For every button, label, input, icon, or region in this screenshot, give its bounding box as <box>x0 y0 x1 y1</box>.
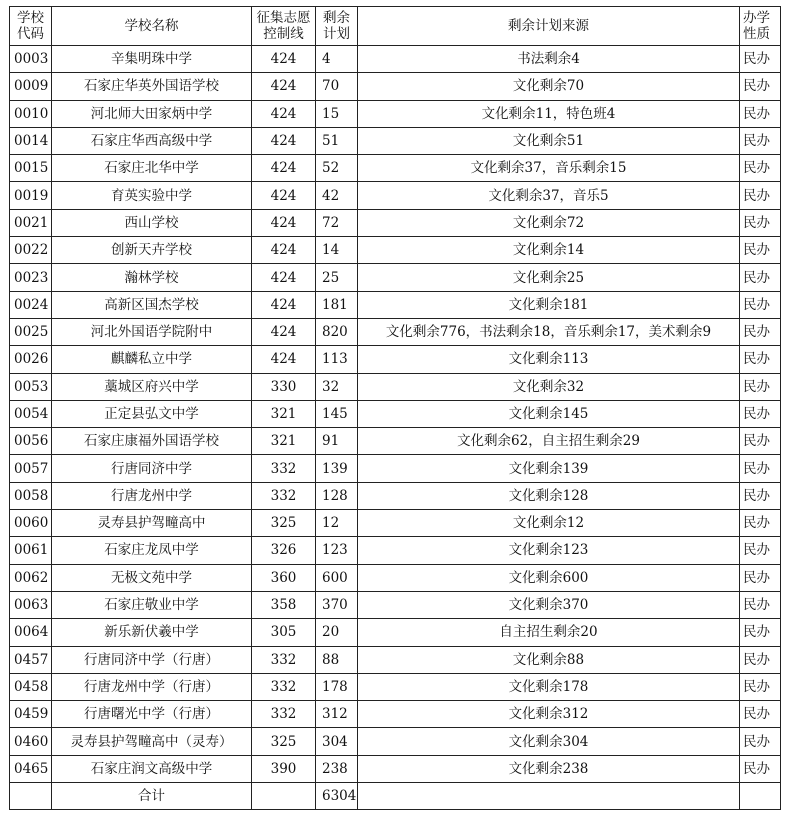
cell-school-name: 行唐同济中学 <box>52 455 252 482</box>
cell-remaining-plan: 88 <box>316 646 358 673</box>
cell-remaining-plan: 70 <box>316 73 358 100</box>
cell-remaining-plan: 139 <box>316 455 358 482</box>
cell-control-score: 321 <box>252 428 316 455</box>
cell-control-score: 424 <box>252 46 316 73</box>
cell-control-score: 305 <box>252 619 316 646</box>
cell-school-type: 民办 <box>740 400 781 427</box>
cell-control-score: 326 <box>252 537 316 564</box>
cell-school-name: 河北外国语学院附中 <box>52 318 252 345</box>
table-row <box>10 564 781 591</box>
cell-plan-source: 文化剩余37，音乐5 <box>358 182 740 209</box>
table-row <box>10 619 781 646</box>
cell-school-code: 0054 <box>10 400 52 427</box>
cell-control-score: 424 <box>252 237 316 264</box>
cell-school-name: 藁城区府兴中学 <box>52 373 252 400</box>
cell-school-type: 民办 <box>740 73 781 100</box>
cell-school-code: 0460 <box>10 728 52 755</box>
cell-plan-source: 文化剩余37，音乐剩余15 <box>358 155 740 182</box>
cell-school-code: 0025 <box>10 318 52 345</box>
cell-control-score: 390 <box>252 755 316 782</box>
cell-control-score: 424 <box>252 127 316 154</box>
table-row <box>10 127 781 154</box>
table-row <box>10 291 781 318</box>
table-row <box>10 646 781 673</box>
table-row <box>10 46 781 73</box>
header-remaining-plan-line-1: 剩余 <box>323 10 350 26</box>
cell-school-type: 民办 <box>740 564 781 591</box>
cell-plan-source: 文化剩余304 <box>358 728 740 755</box>
table-row <box>10 346 781 373</box>
cell-school-code: 0053 <box>10 373 52 400</box>
cell-remaining-plan: 12 <box>316 510 358 537</box>
cell-control-score: 424 <box>252 318 316 345</box>
cell-school-name: 高新区国杰学校 <box>52 291 252 318</box>
table-row <box>10 155 781 182</box>
table-row <box>10 264 781 291</box>
cell-school-name: 创新天卉学校 <box>52 237 252 264</box>
cell-remaining-plan: 91 <box>316 428 358 455</box>
cell-school-name: 育英实验中学 <box>52 182 252 209</box>
cell-control-score: 325 <box>252 510 316 537</box>
cell-school-name: 石家庄康福外国语学校 <box>52 428 252 455</box>
header-school-name: 学校名称 <box>52 7 252 46</box>
cell-remaining-plan: 181 <box>316 291 358 318</box>
total-empty-source <box>358 783 740 810</box>
header-school-code <box>10 7 52 46</box>
cell-remaining-plan: 14 <box>316 237 358 264</box>
cell-school-name: 新乐新伏羲中学 <box>52 619 252 646</box>
cell-plan-source: 文化剩余776，书法剩余18，音乐剩余17，美术剩余9 <box>358 318 740 345</box>
header-remaining-plan-line-2: 计划 <box>323 26 350 42</box>
cell-remaining-plan: 304 <box>316 728 358 755</box>
cell-school-name: 石家庄龙凤中学 <box>52 537 252 564</box>
cell-control-score: 424 <box>252 182 316 209</box>
cell-school-type: 民办 <box>740 318 781 345</box>
cell-school-code: 0010 <box>10 100 52 127</box>
cell-school-name: 灵寿县护驾疃高中（灵寿） <box>52 728 252 755</box>
header-school-type-line-2: 性质 <box>743 26 770 42</box>
cell-school-code: 0063 <box>10 591 52 618</box>
cell-school-code: 0022 <box>10 237 52 264</box>
total-label: 合计 <box>52 783 252 810</box>
cell-school-type: 民办 <box>740 155 781 182</box>
cell-plan-source: 文化剩余238 <box>358 755 740 782</box>
cell-control-score: 330 <box>252 373 316 400</box>
cell-school-name: 行唐龙州中学（行唐） <box>52 673 252 700</box>
table-row <box>10 237 781 264</box>
cell-control-score: 424 <box>252 73 316 100</box>
cell-school-code: 0014 <box>10 127 52 154</box>
cell-plan-source: 文化剩余11，特色班4 <box>358 100 740 127</box>
cell-remaining-plan: 600 <box>316 564 358 591</box>
cell-control-score: 358 <box>252 591 316 618</box>
cell-remaining-plan: 25 <box>316 264 358 291</box>
cell-control-score: 332 <box>252 482 316 509</box>
cell-control-score: 424 <box>252 155 316 182</box>
cell-plan-source: 文化剩余128 <box>358 482 740 509</box>
table-row <box>10 209 781 236</box>
cell-control-score: 424 <box>252 264 316 291</box>
cell-control-score: 424 <box>252 100 316 127</box>
cell-school-type: 民办 <box>740 619 781 646</box>
table-body <box>10 46 781 810</box>
table-row <box>10 182 781 209</box>
table-row <box>10 73 781 100</box>
cell-school-name: 麒麟私立中学 <box>52 346 252 373</box>
cell-school-type: 民办 <box>740 510 781 537</box>
cell-plan-source: 书法剩余4 <box>358 46 740 73</box>
cell-school-type: 民办 <box>740 455 781 482</box>
cell-plan-source: 自主招生剩余20 <box>358 619 740 646</box>
cell-control-score: 424 <box>252 346 316 373</box>
cell-school-name: 辛集明珠中学 <box>52 46 252 73</box>
cell-school-type: 民办 <box>740 646 781 673</box>
cell-school-code: 0459 <box>10 701 52 728</box>
cell-school-type: 民办 <box>740 728 781 755</box>
total-remaining-plan: 6304 <box>316 783 358 810</box>
cell-school-type: 民办 <box>740 209 781 236</box>
cell-plan-source: 文化剩余88 <box>358 646 740 673</box>
cell-remaining-plan: 42 <box>316 182 358 209</box>
cell-plan-source: 文化剩余70 <box>358 73 740 100</box>
table-row <box>10 537 781 564</box>
cell-remaining-plan: 238 <box>316 755 358 782</box>
cell-school-type: 民办 <box>740 701 781 728</box>
total-empty-type <box>740 783 781 810</box>
cell-school-type: 民办 <box>740 428 781 455</box>
cell-remaining-plan: 370 <box>316 591 358 618</box>
cell-remaining-plan: 113 <box>316 346 358 373</box>
cell-remaining-plan: 820 <box>316 318 358 345</box>
header-row <box>10 7 781 46</box>
cell-school-type: 民办 <box>740 482 781 509</box>
cell-control-score: 424 <box>252 291 316 318</box>
total-empty-code <box>10 783 52 810</box>
cell-remaining-plan: 51 <box>316 127 358 154</box>
cell-school-type: 民办 <box>740 237 781 264</box>
header-control-score-line-2: 控制线 <box>263 26 304 42</box>
cell-school-code: 0061 <box>10 537 52 564</box>
cell-plan-source: 文化剩余139 <box>358 455 740 482</box>
cell-plan-source: 文化剩余600 <box>358 564 740 591</box>
cell-school-type: 民办 <box>740 182 781 209</box>
cell-remaining-plan: 4 <box>316 46 358 73</box>
cell-school-code: 0015 <box>10 155 52 182</box>
cell-control-score: 360 <box>252 564 316 591</box>
total-empty-score <box>252 783 316 810</box>
cell-school-name: 石家庄华英外国语学校 <box>52 73 252 100</box>
cell-school-name: 行唐曙光中学（行唐） <box>52 701 252 728</box>
cell-plan-source: 文化剩余14 <box>358 237 740 264</box>
cell-school-name: 行唐同济中学（行唐） <box>52 646 252 673</box>
cell-school-name: 石家庄华西高级中学 <box>52 127 252 154</box>
table-row <box>10 591 781 618</box>
header-plan-source: 剩余计划来源 <box>358 7 740 46</box>
header-school-type-line-1: 办学 <box>743 10 770 26</box>
cell-remaining-plan: 312 <box>316 701 358 728</box>
cell-remaining-plan: 178 <box>316 673 358 700</box>
cell-school-type: 民办 <box>740 373 781 400</box>
cell-plan-source: 文化剩余32 <box>358 373 740 400</box>
cell-plan-source: 文化剩余51 <box>358 127 740 154</box>
cell-school-code: 0057 <box>10 455 52 482</box>
cell-remaining-plan: 20 <box>316 619 358 646</box>
cell-school-type: 民办 <box>740 127 781 154</box>
cell-control-score: 424 <box>252 209 316 236</box>
cell-remaining-plan: 52 <box>316 155 358 182</box>
header-remaining-plan <box>316 7 358 46</box>
cell-school-type: 民办 <box>740 100 781 127</box>
cell-school-type: 民办 <box>740 537 781 564</box>
cell-school-code: 0019 <box>10 182 52 209</box>
cell-school-type: 民办 <box>740 591 781 618</box>
table-row <box>10 728 781 755</box>
cell-school-code: 0060 <box>10 510 52 537</box>
cell-school-name: 石家庄敬业中学 <box>52 591 252 618</box>
cell-plan-source: 文化剩余113 <box>358 346 740 373</box>
table-row <box>10 400 781 427</box>
cell-school-type: 民办 <box>740 264 781 291</box>
header-school-code-line-2: 代码 <box>17 26 44 42</box>
table-row <box>10 701 781 728</box>
cell-plan-source: 文化剩余12 <box>358 510 740 537</box>
cell-school-code: 0457 <box>10 646 52 673</box>
cell-school-code: 0058 <box>10 482 52 509</box>
cell-control-score: 321 <box>252 400 316 427</box>
cell-school-name: 石家庄润文高级中学 <box>52 755 252 782</box>
cell-plan-source: 文化剩余370 <box>358 591 740 618</box>
table-row <box>10 455 781 482</box>
cell-school-code: 0062 <box>10 564 52 591</box>
cell-remaining-plan: 123 <box>316 537 358 564</box>
cell-school-name: 行唐龙州中学 <box>52 482 252 509</box>
cell-school-code: 0465 <box>10 755 52 782</box>
cell-school-name: 河北师大田家炳中学 <box>52 100 252 127</box>
header-school-type <box>740 7 781 46</box>
cell-plan-source: 文化剩余145 <box>358 400 740 427</box>
cell-school-code: 0458 <box>10 673 52 700</box>
cell-school-code: 0024 <box>10 291 52 318</box>
cell-school-code: 0056 <box>10 428 52 455</box>
cell-remaining-plan: 72 <box>316 209 358 236</box>
cell-plan-source: 文化剩余178 <box>358 673 740 700</box>
cell-plan-source: 文化剩余181 <box>358 291 740 318</box>
cell-school-type: 民办 <box>740 673 781 700</box>
cell-school-name: 石家庄北华中学 <box>52 155 252 182</box>
school-remaining-plan-table <box>9 6 781 810</box>
cell-plan-source: 文化剩余312 <box>358 701 740 728</box>
table-row <box>10 673 781 700</box>
table-row <box>10 428 781 455</box>
cell-school-code: 0026 <box>10 346 52 373</box>
table-row <box>10 373 781 400</box>
cell-control-score: 325 <box>252 728 316 755</box>
cell-plan-source: 文化剩余25 <box>358 264 740 291</box>
cell-school-type: 民办 <box>740 46 781 73</box>
header-school-code-line-1: 学校 <box>17 10 44 26</box>
cell-plan-source: 文化剩余72 <box>358 209 740 236</box>
cell-school-code: 0009 <box>10 73 52 100</box>
cell-control-score: 332 <box>252 455 316 482</box>
table-header <box>10 7 781 46</box>
cell-remaining-plan: 128 <box>316 482 358 509</box>
cell-remaining-plan: 15 <box>316 100 358 127</box>
cell-school-name: 无极文苑中学 <box>52 564 252 591</box>
total-row <box>10 783 781 810</box>
cell-school-code: 0021 <box>10 209 52 236</box>
cell-school-type: 民办 <box>740 291 781 318</box>
cell-school-name: 瀚林学校 <box>52 264 252 291</box>
cell-school-code: 0064 <box>10 619 52 646</box>
cell-school-name: 正定县弘文中学 <box>52 400 252 427</box>
cell-remaining-plan: 32 <box>316 373 358 400</box>
header-control-score <box>252 7 316 46</box>
header-control-score-line-1: 征集志愿 <box>256 10 311 26</box>
cell-school-code: 0023 <box>10 264 52 291</box>
table-row <box>10 482 781 509</box>
table-row <box>10 100 781 127</box>
cell-school-type: 民办 <box>740 755 781 782</box>
cell-remaining-plan: 145 <box>316 400 358 427</box>
cell-school-type: 民办 <box>740 346 781 373</box>
table-row <box>10 755 781 782</box>
cell-school-code: 0003 <box>10 46 52 73</box>
table-row <box>10 510 781 537</box>
cell-control-score: 332 <box>252 701 316 728</box>
table-row <box>10 318 781 345</box>
cell-school-name: 灵寿县护驾疃高中 <box>52 510 252 537</box>
cell-school-name: 西山学校 <box>52 209 252 236</box>
cell-plan-source: 文化剩余62，自主招生剩余29 <box>358 428 740 455</box>
cell-control-score: 332 <box>252 646 316 673</box>
cell-control-score: 332 <box>252 673 316 700</box>
cell-plan-source: 文化剩余123 <box>358 537 740 564</box>
